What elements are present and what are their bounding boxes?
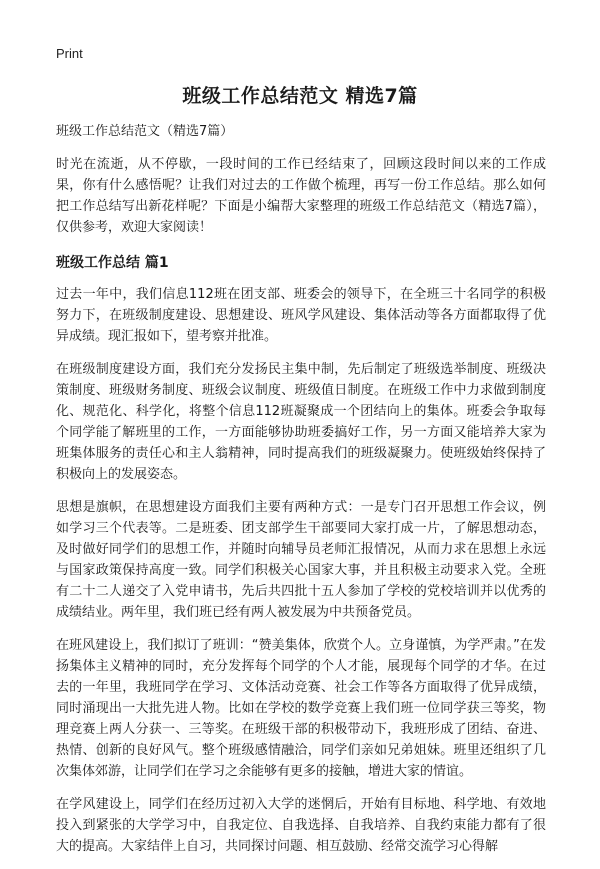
document-title: 班级工作总结范文 精选7篇 bbox=[182, 85, 418, 107]
document-subtitle: 班级工作总结范文（精选7篇） bbox=[56, 124, 234, 139]
body-paragraph-1: 过去一年中，我们信息112班在团支部、班委会的领导下，在全班三十名同学的积极努力下，在班级制度建设、思想建设、班风学风建设、集体活动等各方面都取得了优异成绩。现汇报如下，望考察并批准。 bbox=[56, 287, 546, 344]
body-paragraph-5: 在学风建设上，同学们在经历过初入大学的迷惘后，开始有目标地、科学地、有效地投入到紧张的大学学习中，自我定位、自我选择、自我培养、自我约束能力都有了很大的提高。大家结伴上自习，共同探讨问题、相互鼓励、经常交流学习心得解 bbox=[56, 797, 546, 854]
body-paragraph-2: 在班级制度建设方面，我们充分发扬民主集中制，先后制定了班级选举制度、班级决策制度、班级财务制度、班级会议制度、班级值日制度。在班级工作中力求做到制度化、规范化、科学化，将整个信息112班凝聚成一个团结向上的集体。班委会争取每个同学能了解班里的工作，一方面能够协助班委搞好工作，另一方面又能培养大家为班集体服务的责任心和主人翁精神，同时提高我们的班级凝聚力。使班级始终保持了积极向上的发展姿态。 bbox=[56, 362, 546, 482]
body-paragraph-3: 思想是旗帜，在思想建设方面我们主要有两种方式：一是专门召开思想工作会议，例如学习三个代表等。二是班委、团支部学生干部要同大家打成一片，了解思想动态，及时做好同学们的思想工作，并随时向辅导员老师汇报情况，从而力求在思想上永远与国家政策保持高度一致。同学们积极关心国家大事，并且积极主动要求入党。全班有二十二人递交了入党申请书，先后共四批十五人参加了学校的党校培训并以优秀的成绩结业。两年里，我们班已经有两人被发展为中共预备党员。 bbox=[56, 500, 546, 620]
document-body bbox=[56, 122, 546, 869]
body-paragraph-4: 在班风建设上，我们拟订了班训：“赞美集体，欣赏个人。立身谨慎，为学严肃。”在发扬集体主义精神的同时，充分发挥每个同学的个人才能，展现每个同学的才华。在过去的一年里，我班同学在学习、文体活动竞赛、社会工作等各方面取得了优异成绩，同时涌现出一大批先进人物。比如在学校的数学竞赛上我们班一位同学获三等奖，物理竞赛上两人分获一、三等奖。在班级干部的积极带动下，我班形成了团结、奋进、热情、创新的良好风气。整个班级感情融洽，同学们亲如兄弟姐妹。班里还组织了几次集体郊游，让同学们在学习之余能够有更多的接触，增进大家的情谊。 bbox=[56, 638, 546, 779]
section-heading: 班级工作总结 篇1 bbox=[56, 255, 169, 271]
intro-paragraph: 时光在流逝，从不停歇，一段时间的工作已经结束了，回顾这段时间以来的工作成果，你有什么感悟呢？让我们对过去的工作做个梳理，再写一份工作总结。那么如何把工作总结写出新花样呢？下面是小编帮大家整理的班级工作总结范文（精选7篇），仅供参考，欢迎大家阅读！ bbox=[56, 157, 546, 235]
print-label: Print bbox=[56, 46, 83, 61]
